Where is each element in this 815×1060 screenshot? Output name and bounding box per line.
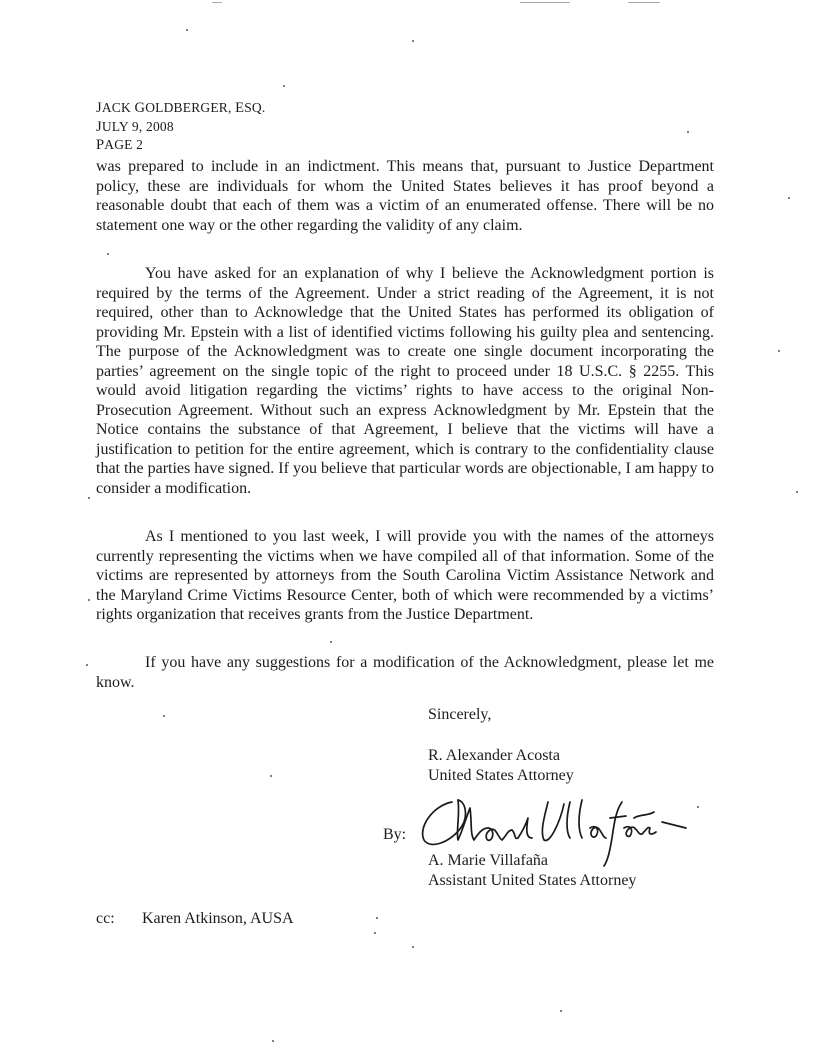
- scan-speck: [697, 806, 699, 808]
- scan-speck: [107, 253, 109, 255]
- closing-salutation: Sincerely,: [428, 706, 492, 723]
- signer1-title: United States Attorney: [428, 766, 574, 784]
- scan-speck: [270, 775, 272, 777]
- scan-speck: [330, 641, 332, 643]
- scan-speck: [560, 1010, 562, 1012]
- body-paragraph-1: was prepared to include in an indictment. This means that, pursuant to Justice Department policy, these are individuals for whom the United States believes it has proof beyond a reasonable doubt that each of them was a victim of an enumerated offense. There will be no statement one way or the other regarding the validity of any claim.: [96, 158, 714, 234]
- scan-mark: [520, 2, 570, 3]
- scan-speck: [272, 1040, 274, 1042]
- scan-mark: [628, 2, 660, 3]
- scan-speck: [796, 491, 798, 493]
- cc-recipient: Karen Atkinson, AUSA: [142, 910, 294, 927]
- scan-mark: [212, 2, 222, 3]
- cc-label: cc:: [96, 910, 115, 927]
- letter-header: [96, 99, 265, 155]
- signer2-title: Assistant United States Attorney: [428, 871, 637, 889]
- signer2-name: A. Marie Villafaña: [428, 852, 549, 869]
- scan-speck: [186, 29, 188, 31]
- scan-speck: [412, 946, 414, 948]
- scan-speck: [788, 197, 790, 199]
- scan-speck: [163, 715, 165, 717]
- body-paragraph-2: You have asked for an explanation of why I believe the Acknowledgment portion is required by the terms of the Agreement. Under a strict reading of the Agreement, it is not required, other than to Acknowledge that the United States has performed its obligation of providing Mr. Epstein with a list of identified victims following his guilty plea and sentencing. The purpose of the Acknowledgment was to create one single document incorporating the parties’ agreement on the single topic of the right to proceed under 18 U.S.C. § 2255. This would avoid litigation regarding the victims’ rights to have access to the original Non-Prosecution Agreement. Without such an express Acknowledgment by Mr. Epstein that the Notice contains the substance of that Agreement, I believe that the victims will have a justification to petition for the entire agreement, which is contrary to the confidentiality clause that the parties have signed. If you believe that particular words are objectionable, I am happy to consider a modification.: [96, 265, 714, 497]
- scan-speck: [374, 932, 376, 934]
- by-label: By:: [383, 826, 407, 843]
- header-page-number: PAGE 2: [96, 137, 144, 153]
- signer2-block: [428, 851, 636, 890]
- scan-speck: [376, 917, 378, 919]
- body-paragraph-4: If you have any suggestions for a modification of the Acknowledgment, please let me know.: [96, 654, 714, 691]
- scan-speck: [778, 350, 780, 352]
- scan-speck: [412, 40, 414, 42]
- scan-speck: [687, 131, 689, 133]
- scan-speck: [88, 497, 90, 499]
- scan-speck: [88, 599, 90, 601]
- body-paragraph-3: As I mentioned to you last week, I will provide you with the names of the attorneys currently representing the victims when we have compiled all of that information. Some of the victims are represented by attorneys from the South Carolina Victim Assistance Network and the Maryland Crime Victims Resource Center, both of which were recommended by a victims’ rights organization that receives grants from the Justice Department.: [96, 528, 714, 623]
- scan-speck: [283, 85, 285, 87]
- scan-speck: [86, 664, 88, 666]
- signer1-block: [428, 746, 574, 785]
- header-recipient: JACK GOLDBERGER, ESQ.: [96, 100, 266, 116]
- header-date: JULY 9, 2008: [96, 118, 174, 135]
- signer1-name: R. Alexander Acosta: [428, 747, 560, 764]
